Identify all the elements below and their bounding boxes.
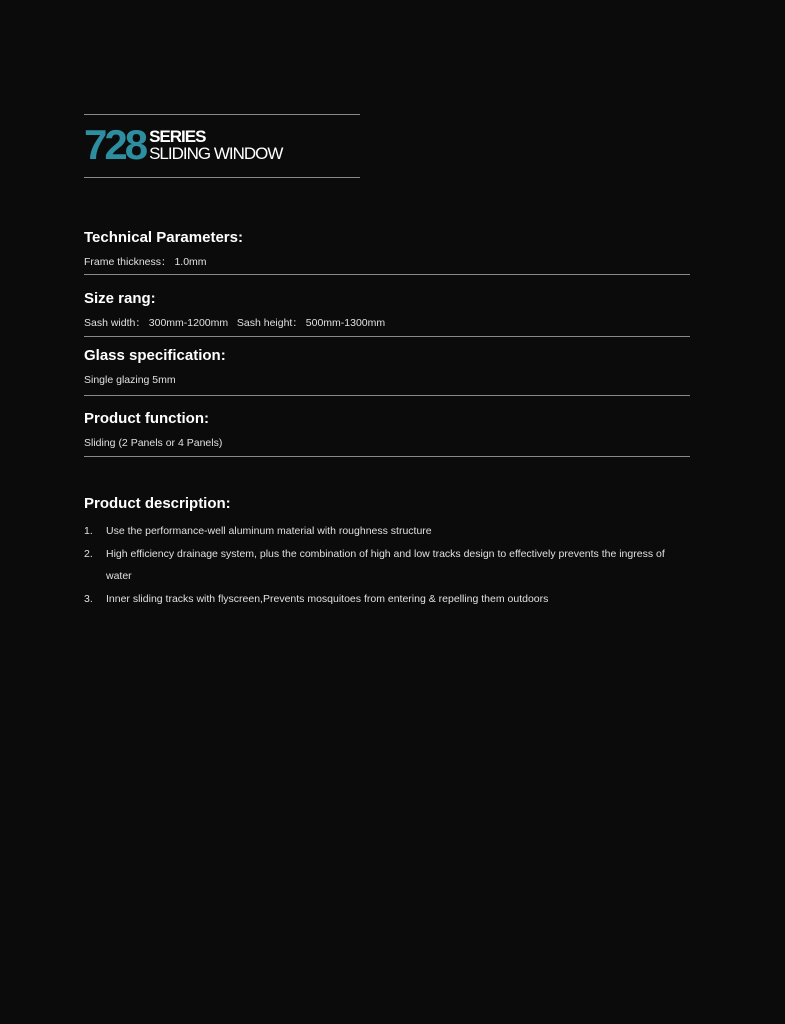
section-heading: Glass specification:	[84, 347, 226, 364]
section-divider	[84, 456, 690, 457]
section-size-range	[84, 290, 690, 330]
section-heading: Product function:	[84, 410, 209, 427]
section-body: Single glazing 5mm	[84, 374, 176, 386]
product-title	[84, 121, 283, 168]
series-label: SERIES	[149, 127, 206, 146]
list-item	[84, 520, 690, 543]
list-item-number: 2.	[84, 547, 93, 560]
section-glass-specification	[84, 347, 690, 387]
section-divider	[84, 395, 690, 396]
section-body: Frame thickness： 1.0mm	[84, 256, 207, 268]
list-item-text: Use the performance-well aluminum material with roughness structure	[106, 525, 432, 537]
list-item	[84, 588, 690, 611]
section-divider	[84, 274, 690, 275]
list-item-text: Inner sliding tracks with flyscreen,Prevents mosquitoes from entering & repelling them outdoors	[106, 592, 549, 605]
section-technical-parameters	[84, 229, 690, 269]
product-name: SLIDING WINDOW	[149, 144, 283, 163]
section-heading: Product description:	[84, 495, 231, 512]
description-list	[84, 520, 690, 610]
section-body: Sash width： 300mm-1200mm Sash height： 500mm-1300mm	[84, 317, 386, 329]
list-item-text: High efficiency drainage system, plus the combination of high and low tracks design to effectively prevents the ingress of water	[106, 547, 665, 582]
section-product-function	[84, 410, 690, 450]
section-heading: Technical Parameters:	[84, 229, 243, 246]
section-product-description	[84, 495, 690, 513]
list-item-number: 1.	[84, 525, 93, 537]
series-number: 728	[84, 121, 146, 168]
section-body: Sliding (2 Panels or 4 Panels)	[84, 437, 223, 449]
section-divider	[84, 336, 690, 337]
series-words	[149, 128, 282, 162]
section-heading: Size rang:	[84, 290, 156, 307]
title-bottom-rule	[84, 177, 360, 178]
list-item-number: 3.	[84, 592, 93, 605]
title-top-rule	[84, 114, 360, 115]
list-item	[84, 543, 690, 588]
